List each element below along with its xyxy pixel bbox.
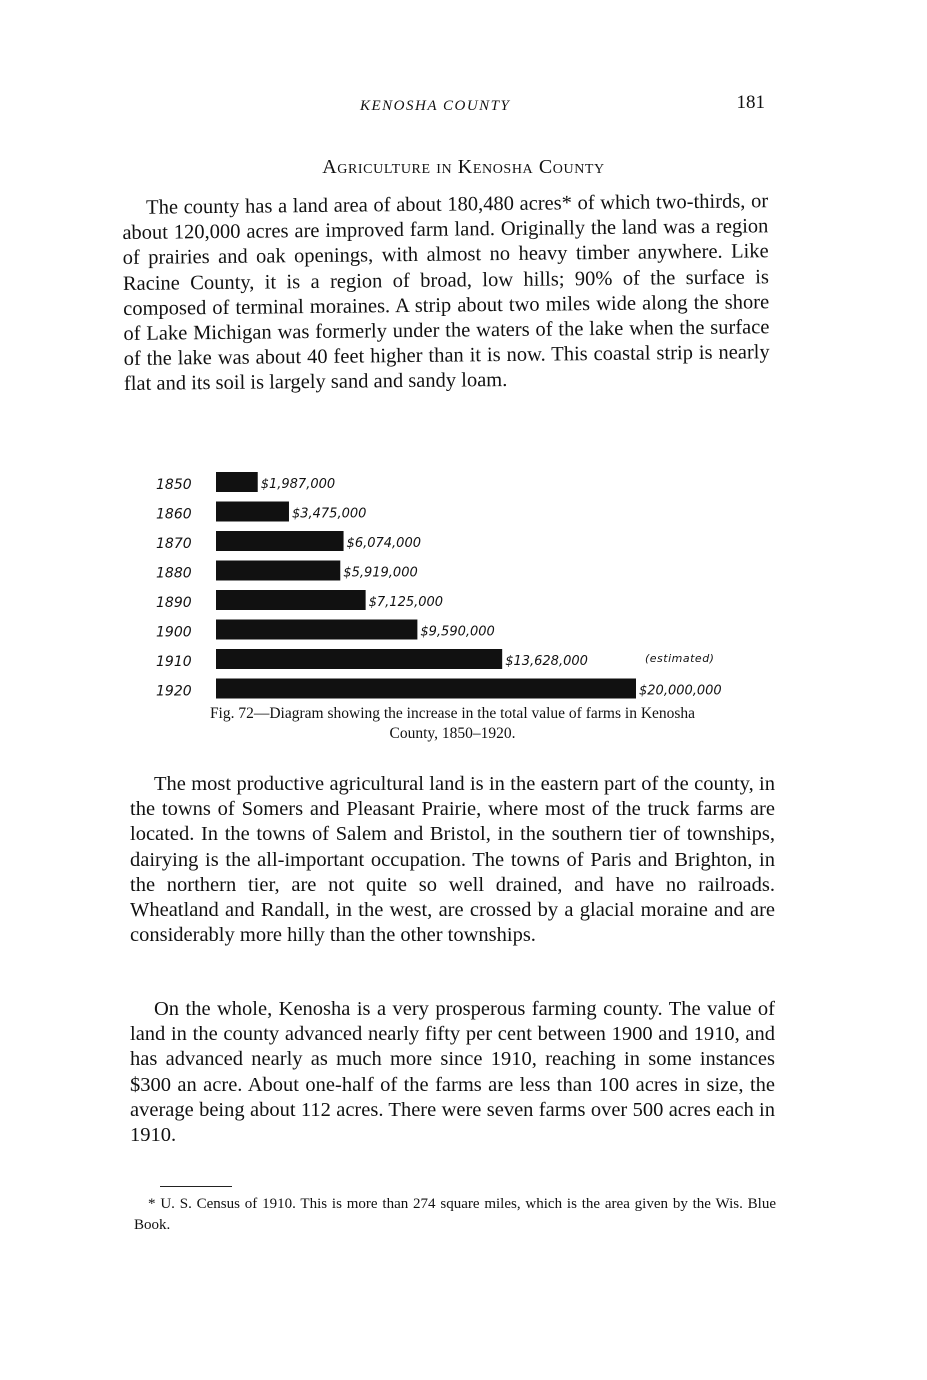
year-label-1920: 1920 [156,683,192,700]
value-label-1910: $13,628,000 [505,654,588,669]
paragraph-prosperity: On the whole, Kenosha is a very prosperous farming county. The value of land in the county advanced nearly fifty per cent between 1900 and 1910, and has advanced nearly as much more since 1910, reaching in some instances $300 an acre. About one-half of the farms are less than 100 acres in size, the average being about 112 acres. There were seven farms over 500 acres each in 1910. [130,998,775,1147]
caption-line-1: Fig. 72—Diagram showing the increase in the total value of farms in Kenosha [209,705,696,722]
bar-1870 [216,531,344,551]
bar-1860 [216,502,289,522]
year-label-1880: 1880 [156,565,192,582]
year-label-1910: 1910 [156,654,192,670]
running-title: KENOSHA COUNTY [360,98,511,114]
page-header [120,92,765,122]
year-label-1900: 1900 [156,624,192,641]
paragraph-townships: The most productive agricultural land is in the eastern part of the county, in the towns of Somers and Pleasant Prairie, where most of the truck farms are located. In the towns of Salem and Bristol, in the southern tier of townships, dairying is the all-important occupation. The towns of Paris and Brighton, in the northern tier, are not quite so well drained, and have no railroads. Wheatland and Randall, in the west, are crossed by a glacial moraine and are considerably more hilly than the other townships. [130,773,775,947]
bar-1920 [216,679,636,699]
farm-value-chart [140,468,770,708]
bar-1890 [216,590,366,610]
estimated-annotation: (estimated) [645,652,715,665]
year-label-1850: 1850 [156,477,192,493]
bar-1850 [216,472,258,492]
value-label-1860: $3,475,000 [291,506,367,522]
value-label-1870: $6,074,000 [346,536,421,551]
year-label-1860: 1860 [156,506,192,523]
bar-1900 [216,620,417,640]
caption-line-2: County, 1850–1920. [389,725,516,742]
value-label-1900: $9,590,000 [420,624,495,640]
footnote: * U. S. Census of 1910. This is more than 274 square miles, which is the area given by the Wis. Blue Book. [134,1196,776,1233]
value-label-1880: $5,919,000 [343,565,418,581]
page-number: 181 [736,92,765,113]
bar-chart-svg [140,468,770,708]
value-label-1920: $20,000,000 [639,683,722,699]
year-label-1870: 1870 [156,536,192,552]
footnote-rule [160,1186,232,1187]
value-label-1890: $7,125,000 [368,595,444,610]
value-label-1850: $1,987,000 [260,477,336,492]
section-title: Agriculture in Kenosha County [322,156,605,178]
year-label-1890: 1890 [156,595,192,611]
figure-caption [130,704,775,744]
paragraph-intro: The county has a land area of about 180,480 acres* of which two-thirds, or about 120,000 acres are improved farm land. Originally the land was a region of prairies and oak openings, with almost no heavy timber anywhere. Like Racine County, it is a region of broad, low hills; 90% of the surface is composed of terminal moraines. A strip about two miles wide along the shore of Lake Michigan was formerly under the waters of the lake when the surface of the lake was about 40 feet higher than it is now. This coastal strip is nearly flat and its soil is largely sand and sandy loam. [122,190,770,396]
bar-1880 [216,561,340,581]
bar-1910 [216,649,502,669]
